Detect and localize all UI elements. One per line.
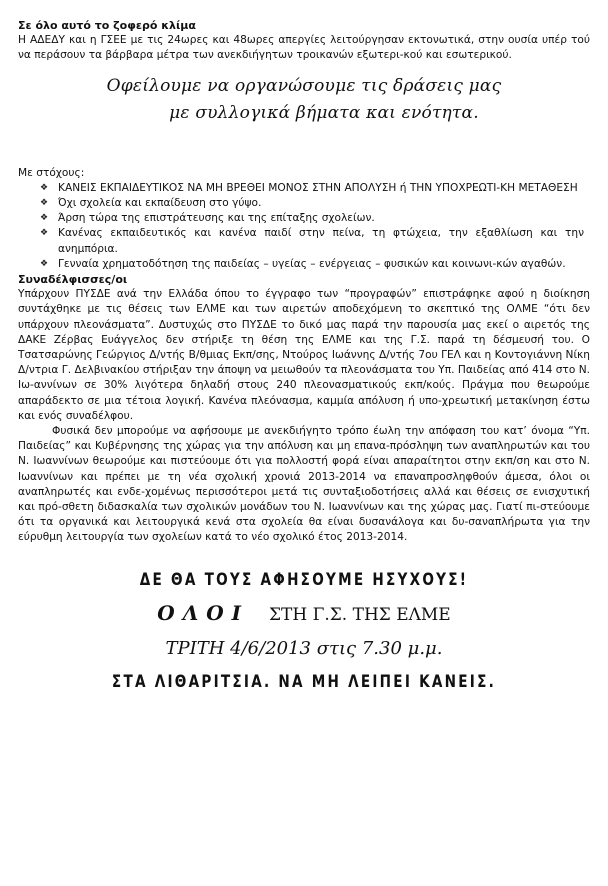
list-item [40, 257, 590, 272]
list-item [40, 181, 590, 196]
slogan-line-3: ΤΡΙΤΗ 4/6/2013 στις 7.30 μ.μ. [165, 637, 443, 659]
list-item [40, 211, 590, 226]
diamond-bullet-icon: ❖ [40, 258, 49, 269]
slogan-line-2 [18, 596, 590, 632]
intro-heading: Σε όλο αυτό το ζοφερό κλίμα [18, 19, 196, 32]
diamond-bullet-icon: ❖ [40, 228, 49, 239]
goal-text: Κανένας εκπαιδευτικός και κανένα παιδί στην πείνα, τη φτώχεια, την εξαθλίωση και την ανημπόρια. [58, 227, 584, 255]
slogan-line-2-big: ΟΛΟΙ [157, 600, 249, 625]
slogans-block [18, 564, 590, 698]
callout-line-1: Οφείλουμε να οργανώσουμε τις δράσεις μας [106, 75, 502, 96]
flyer-page [18, 18, 590, 698]
diamond-bullet-icon: ❖ [40, 182, 49, 193]
colleagues-heading: Συναδέλφισσες/οι [18, 273, 128, 287]
colleagues-paragraph-2: Φυσικά δεν μπορούμε να αφήσουμε με ανεκδιήγητο τρόπο έωλη την απόφαση του κατ’ όνομα “Υπ. Παιδείας” και Κυβέρνησης της χώρας για την απόλυση και μη επανα-πρόσληψη των αναπληρωτών και του Ν. Ιωαννίνων θεωρούμε και πιστεύουμε ότι για πολλοστή φορά είναι απαραίτητοι στην εκπ/ση και στο Ν. Ιωαννίνων και πρέπει με τη νέα σχολική χρονιά 2013-2014 να επαναπροσληφθούν άμεσα, όλοι οι αναπληρωτές και ενδε-χομένως περισσότεροι μετά τις συνταξιοδοτήσεις αλλά και θέσεις σε ενισχυτική και πρό-σθετη διδασκαλία των σχολικών μονάδων του Ν. Ιωαννίνων και της χώρας μας. Γιατί πι-στεύουμε ότι τα οργανικά και λειτουργικά κενά στα σχολεία θα είναι δυσανάλογα και δυ-σαναπλήρωτα για την εύρυθμη λειτουργία των σχολείων κατά το νέο σχολικό έτος 2013-2014. [18, 425, 590, 544]
list-item [40, 226, 590, 256]
goal-text: Όχι σχολεία και εκπαίδευση στο γύψο. [58, 197, 262, 210]
goals-list [18, 181, 590, 272]
slogan-line-4: ΣΤΑ ΛΙΘΑΡΙΤΣΙΑ. ΝΑ ΜΗ ΛΕΙΠΕΙ ΚΑΝΕΙΣ. [111, 671, 497, 692]
slogan-line-2-rest: ΣΤΗ Γ.Σ. ΤΗΣ ΕΛΜΕ [269, 604, 451, 625]
diamond-bullet-icon: ❖ [40, 198, 49, 209]
slogan-line-1: ΔΕ ΘΑ ΤΟΥΣ ΑΦΗΣΟΥΜΕ ΗΣΥΧΟΥΣ! [139, 569, 469, 590]
list-item [40, 196, 590, 211]
diamond-bullet-icon: ❖ [40, 213, 49, 224]
goal-text: Άρση τώρα της επιστράτευσης και της επίταξης σχολείων. [58, 212, 375, 225]
callout-line-2: με συλλογικά βήματα και ενότητα. [169, 102, 479, 123]
colleagues-paragraph-1: Υπάρχουν ΠΥΣΔΕ ανά την Ελλάδα όπου το έγγραφο των “προγραφών” επιστράφηκε αφού η διοίκηση συντάχθηκε με τις θέσεις των ΕΛΜΕ και των αιρετών αποδεχόμενη το σκεπτικό της ΟΛΜΕ “ότι δεν υπάρχουν πλεονάσματα”. Δυστυχώς στο ΠΥΣΔΕ το δικό μας παρά την παρουσία μας εκεί ο αιρετός της ΔΑΚΕ Ζέρβας Ευάγγελος δεν στήριξε τη θέση της ΕΛΜΕ και της Γ.Σ. παρά τη δέσμευσή του. Ο Τσατσαρώνης Γεώργιος Δ/ντής Β/θμιας Εκπ/σης, Ντούρος Ιωάννης Δ/ντής 7ου ΓΕΛ και η Κοντογιάννη Νίκη Δ/ντρια Γ. Δελβινακίου στήριξαν την άποψη να μειωθούν τα πλεονάσματα του Υπ. Παιδείας από 414 στο Ν. Ιω-αννίνων σε 30% λιγότερα δηλαδή στους 240 πλεονασματικούς εκπ/κούς. Πράγμα που θεωρούμε απαράδεκτο σε μια τέτοια λογική. Κανένα πλεόνασμα, καμμία απόλυση ή υπο-χρεωτική μετακίνηση έστω και ενός συναδέλφου. [18, 288, 590, 422]
intro-paragraph: Η ΑΔΕΔΥ και η ΓΣΕΕ με τις 24ωρες και 48ωρες απεργίες λειτούργησαν εκτονωτικά, στην ουσία υπέρ τού να περάσουν τα βάρβαρα μέτρα των ανεκδιήγητων τροικανών εξωτερι-κού και εσωτερικού. [18, 34, 590, 62]
goal-text: ΚΑΝΕΙΣ ΕΚΠΑΙΔΕΥΤΙΚΟΣ ΝΑ ΜΗ ΒΡΕΘΕΙ ΜΟΝΟΣ ΣΤΗΝ ΑΠΟΛΥΣΗ ή ΤΗΝ ΥΠΟΧΡΕΩΤΙ-ΚΗ ΜΕΤΑΘΕΣΗ [58, 181, 578, 194]
goals-label: Με στόχους: [18, 166, 85, 179]
goal-text: Γενναία χρηματοδότηση της παιδείας – υγείας – ενέργειας – φυσικών και κοινωνι-κών αγαθών. [58, 257, 566, 270]
